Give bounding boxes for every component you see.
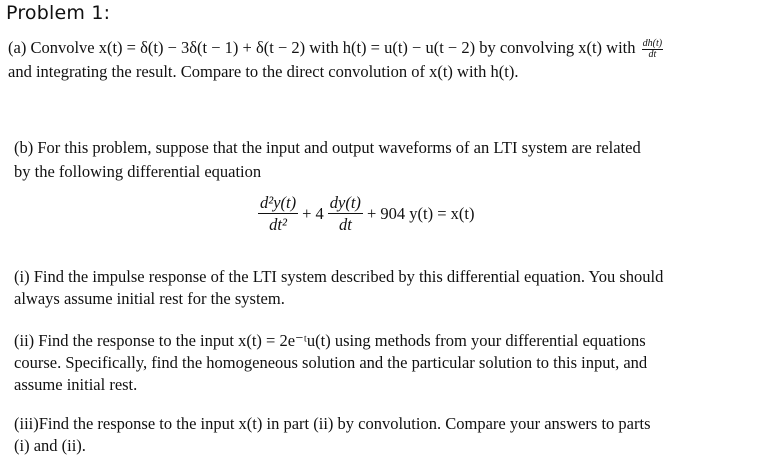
term2-denominator: dt	[338, 215, 352, 234]
equation-remainder: + 904 y(t) = x(t)	[366, 203, 475, 223]
part-ii-line-2: course. Specifically, find the homogeneous solution and the particular solution to this input, and	[14, 353, 648, 372]
part-a-line-2: and integrating the result. Compare to the direct convolution of x(t) with h(t).	[8, 62, 519, 81]
differential-equation	[258, 193, 478, 234]
term2-numerator: dy(t)	[329, 193, 361, 212]
part-ii-line-1: (ii) Find the response to the input x(t) = 2e⁻ᵗu(t) using methods from your differential equations	[14, 331, 646, 350]
part-iii-line-1: (iii)Find the response to the input x(t) in part (ii) by convolution. Compare your answers to parts	[14, 414, 651, 433]
part-b-line-2: by the following differential equation	[14, 162, 262, 181]
second-derivative-term	[258, 193, 298, 234]
problem-title: Problem 1:	[6, 2, 111, 24]
part-a-text: (a) Convolve x(t) = δ(t) − 3δ(t − 1) + δ(t − 2) with h(t) = u(t) − u(t − 2) by convolving x(t) with	[8, 38, 636, 57]
part-b-line-1: (b) For this problem, suppose that the input and output waveforms of an LTI system are related	[14, 138, 641, 157]
plus-four: + 4	[302, 203, 324, 223]
first-derivative-term	[328, 193, 363, 234]
term1-denominator: dt²	[269, 215, 287, 234]
part-i-line-2: always assume initial rest for the system.	[14, 289, 285, 308]
term1-numerator: d²y(t)	[260, 193, 297, 212]
fraction-numerator: dh(t)	[642, 37, 663, 49]
part-i-line-1: (i) Find the impulse response of the LTI system described by this differential equation. You should	[14, 267, 664, 286]
derivative-fraction	[642, 39, 663, 60]
part-ii-line-3: assume initial rest.	[14, 375, 138, 394]
fraction-denominator: dt	[648, 48, 657, 60]
part-a-line-1	[8, 38, 663, 60]
part-iii-line-2: (i) and (ii).	[14, 436, 86, 455]
